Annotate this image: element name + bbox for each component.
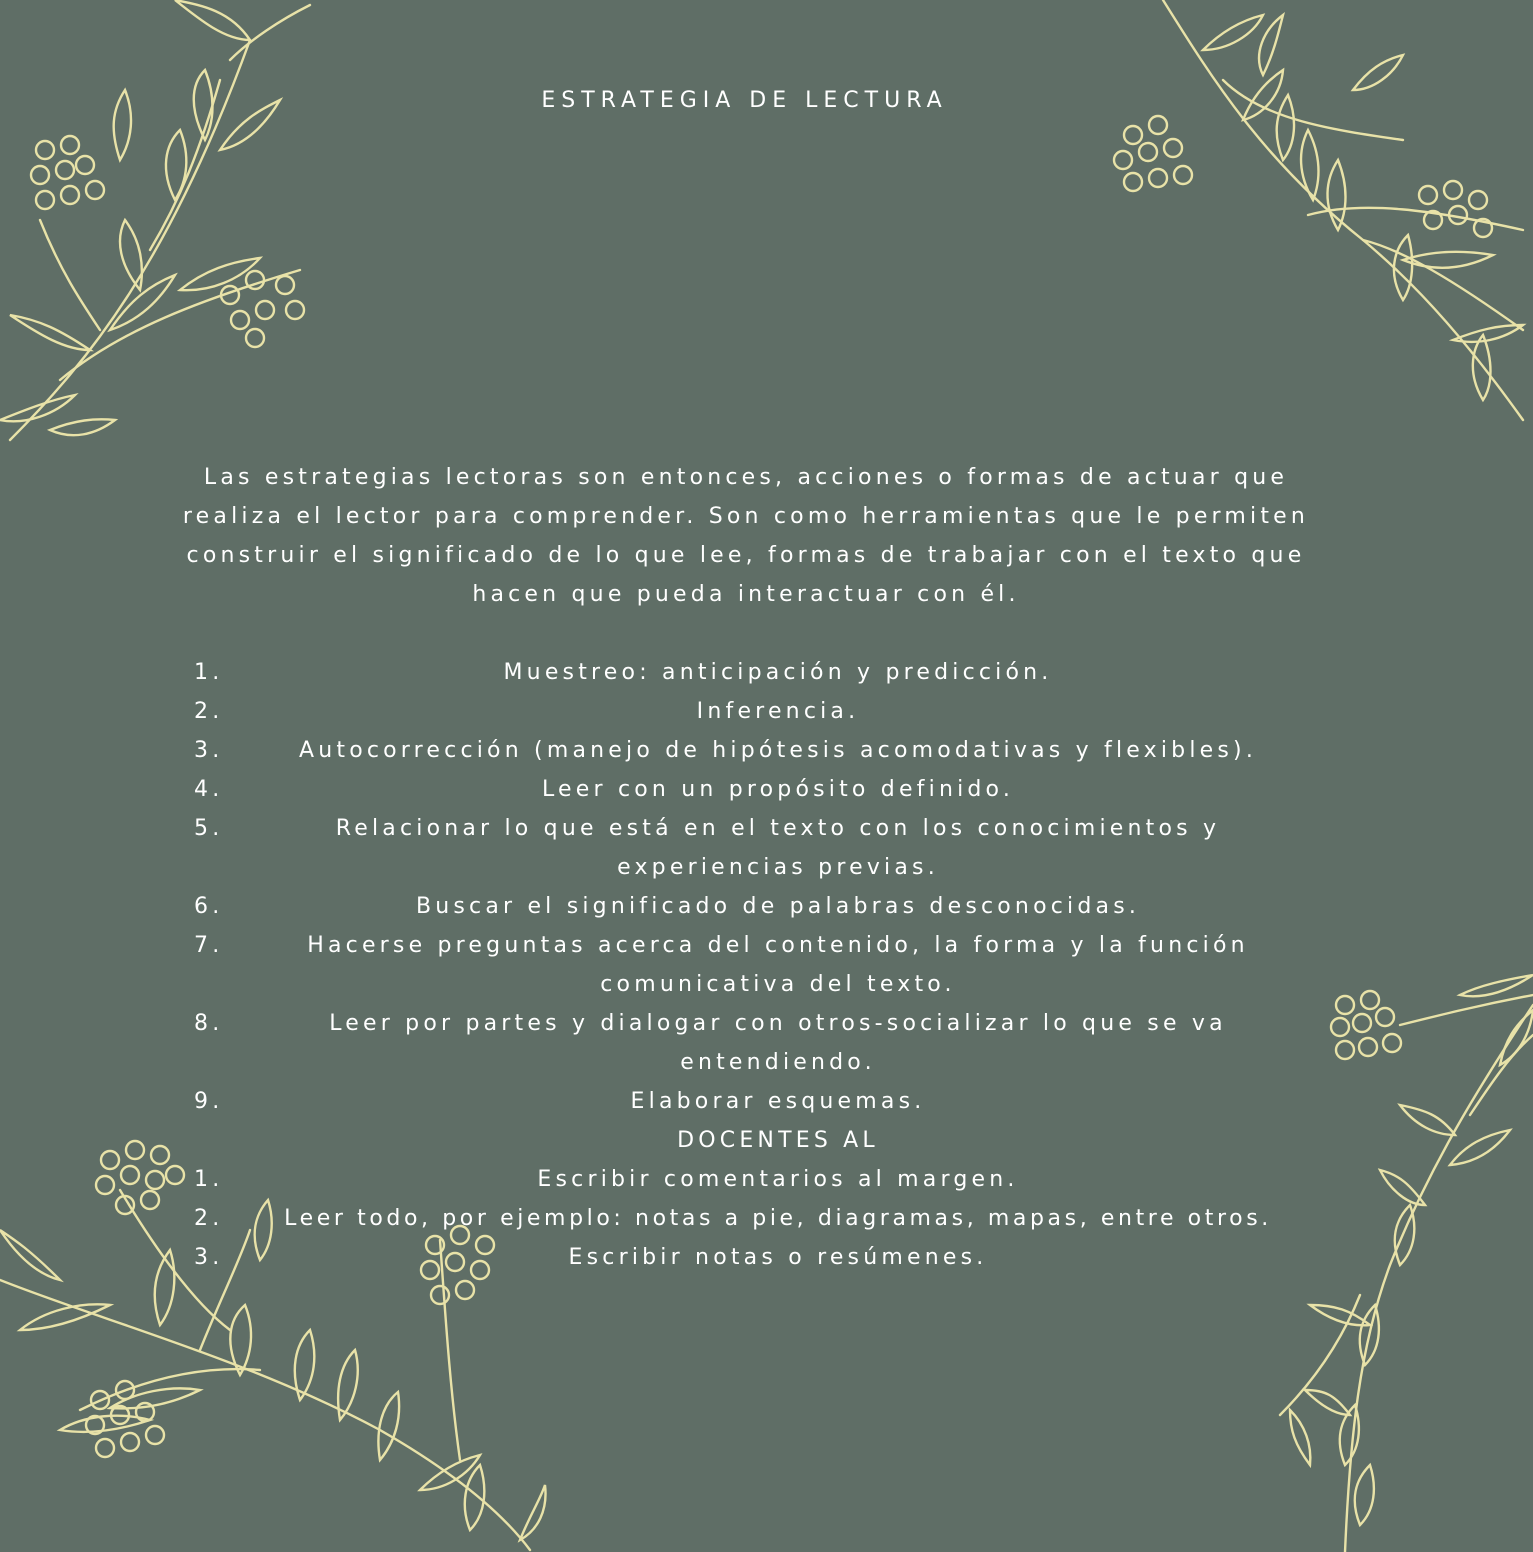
list-item-number: 1. — [194, 1167, 224, 1192]
berry-cluster-icon — [1331, 991, 1401, 1059]
list-item-number: 2. — [194, 1206, 224, 1231]
intro-paragraph: Las estrategias lectoras son entonces, acciones o formas de actuar que realiza el lector para comprender. Son como herramientas que le permiten construir el significado de lo que lee, formas de trabajar con el texto que hacen que pueda interactuar con él. — [182, 465, 1310, 607]
list-item-number: 2. — [194, 699, 224, 724]
list-item-text: Leer con un propósito definido. — [541, 777, 1015, 802]
list-item-text: Autocorrección (manejo de hipótesis acomodativas y flexibles). — [298, 738, 1258, 763]
list-item — [182, 887, 1310, 926]
list-item-text: Relacionar lo que está en el texto con los conocimientos y experiencias previas. — [335, 816, 1221, 880]
main-content — [182, 458, 1310, 1277]
list-item-number: 8. — [194, 1011, 224, 1036]
list-item — [182, 1199, 1310, 1238]
list-item — [182, 653, 1310, 692]
leaf-icon — [1290, 975, 1533, 1525]
list-item-text: Leer todo, por ejemplo: notas a pie, diagramas, mapas, entre otros. — [284, 1206, 1272, 1231]
list-item — [182, 731, 1310, 770]
floral-corner-top-left — [0, 0, 330, 450]
section-subheading: DOCENTES AL — [677, 1128, 879, 1153]
teacher-list — [182, 1160, 1310, 1277]
floral-corner-top-right — [1103, 0, 1533, 445]
list-item — [182, 809, 1310, 887]
page-title: ESTRATEGIA DE LECTURA — [541, 88, 948, 113]
list-item — [182, 1238, 1310, 1277]
list-item-number: 6. — [194, 894, 224, 919]
list-item-number: 9. — [194, 1089, 224, 1114]
list-item — [182, 1160, 1310, 1199]
list-item-text: Escribir comentarios al margen. — [537, 1167, 1019, 1192]
list-item-number: 4. — [194, 777, 224, 802]
list-item-text: Leer por partes y dialogar con otros-socializar lo que se va entendiendo. — [329, 1011, 1227, 1075]
list-item — [182, 692, 1310, 731]
list-item-number: 1. — [194, 660, 224, 685]
list-item-text: Elaborar esquemas. — [630, 1089, 926, 1114]
list-item-text: Muestreo: anticipación y predicción. — [503, 660, 1053, 685]
list-item-text: Escribir notas o resúmenes. — [568, 1245, 988, 1270]
list-item-text: Inferencia. — [696, 699, 860, 724]
list-item-number: 3. — [194, 1245, 224, 1270]
list-item — [182, 926, 1310, 1004]
list-item — [182, 770, 1310, 809]
list-item-number: 5. — [194, 816, 224, 841]
list-item-number: 7. — [194, 933, 224, 958]
list-item-text: Buscar el significado de palabras desconocidas. — [415, 894, 1141, 919]
list-item — [182, 1082, 1310, 1121]
berry-cluster-icon — [31, 136, 304, 347]
leaf-icon — [1203, 15, 1523, 400]
list-item-text: Hacerse preguntas acerca del contenido, la forma y la función comunicativa del texto. — [307, 933, 1249, 997]
berry-cluster-icon — [1114, 116, 1492, 237]
list-item-number: 3. — [194, 738, 224, 763]
leaf-icon — [0, 0, 280, 435]
list-item — [182, 1004, 1310, 1082]
strategies-list — [182, 653, 1310, 1121]
